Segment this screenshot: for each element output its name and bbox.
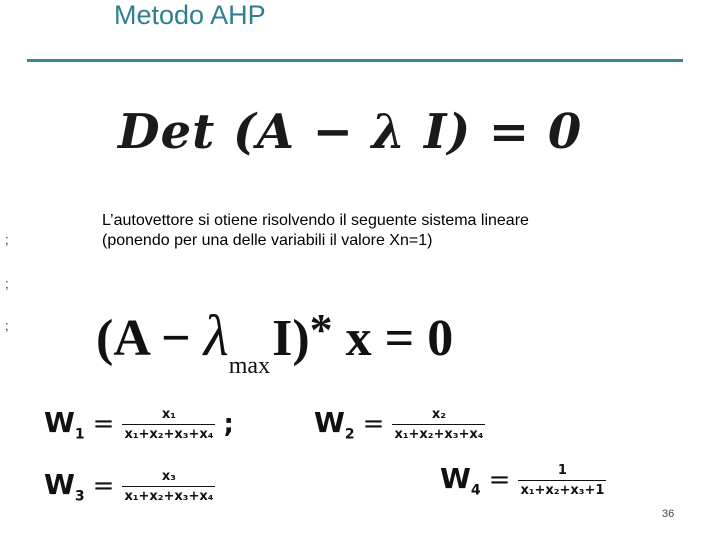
fraction-numerator: x₂ <box>431 406 446 422</box>
fraction-numerator: x₁ <box>161 406 176 422</box>
eq-close: I) <box>272 310 310 367</box>
body-line: (ponendo per una delle variabili il valore Xn=1) <box>102 232 433 249</box>
determinant-equation: Det (A − λ I) = 0 <box>118 104 583 160</box>
weight-equation-w4 <box>440 462 606 499</box>
fraction-denominator: x₁+x₂+x₃+x₄ <box>122 486 215 504</box>
bullet-mark: ; <box>5 318 9 333</box>
fraction-numerator: 1 <box>557 462 567 478</box>
weight-equation-w3 <box>44 468 215 505</box>
weight-fraction <box>122 469 215 504</box>
weight-fraction <box>122 407 215 442</box>
equals-sign: = <box>488 465 511 496</box>
lambda-symbol: λ <box>203 303 229 368</box>
equals-sign: = <box>92 409 115 440</box>
weight-equation-w1 <box>44 406 234 443</box>
weight-equation-w2 <box>314 406 485 443</box>
slide-title: Metodo AHP <box>114 0 266 30</box>
body-line: L’autovettore si otiene risolvendo il seguente sistema lineare <box>102 212 529 229</box>
eq-rest: x = 0 <box>332 310 454 367</box>
bullet-mark: ; <box>5 232 9 247</box>
weight-symbol: $W_4$ <box>440 462 481 499</box>
weight-fraction <box>392 407 485 442</box>
fraction-denominator: x₁+x₂+x₃+x₄ <box>122 424 215 442</box>
weight-symbol: $W_1$ <box>44 406 85 443</box>
fraction-denominator: x₁+x₂+x₃+1 <box>518 480 606 498</box>
lambda-subscript: max <box>228 353 271 379</box>
fraction-denominator: x₁+x₂+x₃+x₄ <box>392 424 485 442</box>
fraction-numerator: x₃ <box>161 468 176 484</box>
separator: ; <box>223 409 234 440</box>
weight-symbol: $W_2$ <box>314 406 355 443</box>
eq-open: (A − <box>96 310 204 367</box>
title-divider <box>27 59 683 62</box>
weight-fraction <box>518 463 606 498</box>
eigenvector-equation <box>96 302 453 380</box>
equals-sign: = <box>92 471 115 502</box>
page-number: 36 <box>662 508 675 520</box>
equals-sign: = <box>362 409 385 440</box>
bullet-mark: ; <box>5 276 9 291</box>
eq-star: * <box>309 304 333 355</box>
body-text <box>102 211 622 251</box>
weight-symbol: $W_3$ <box>44 468 85 505</box>
